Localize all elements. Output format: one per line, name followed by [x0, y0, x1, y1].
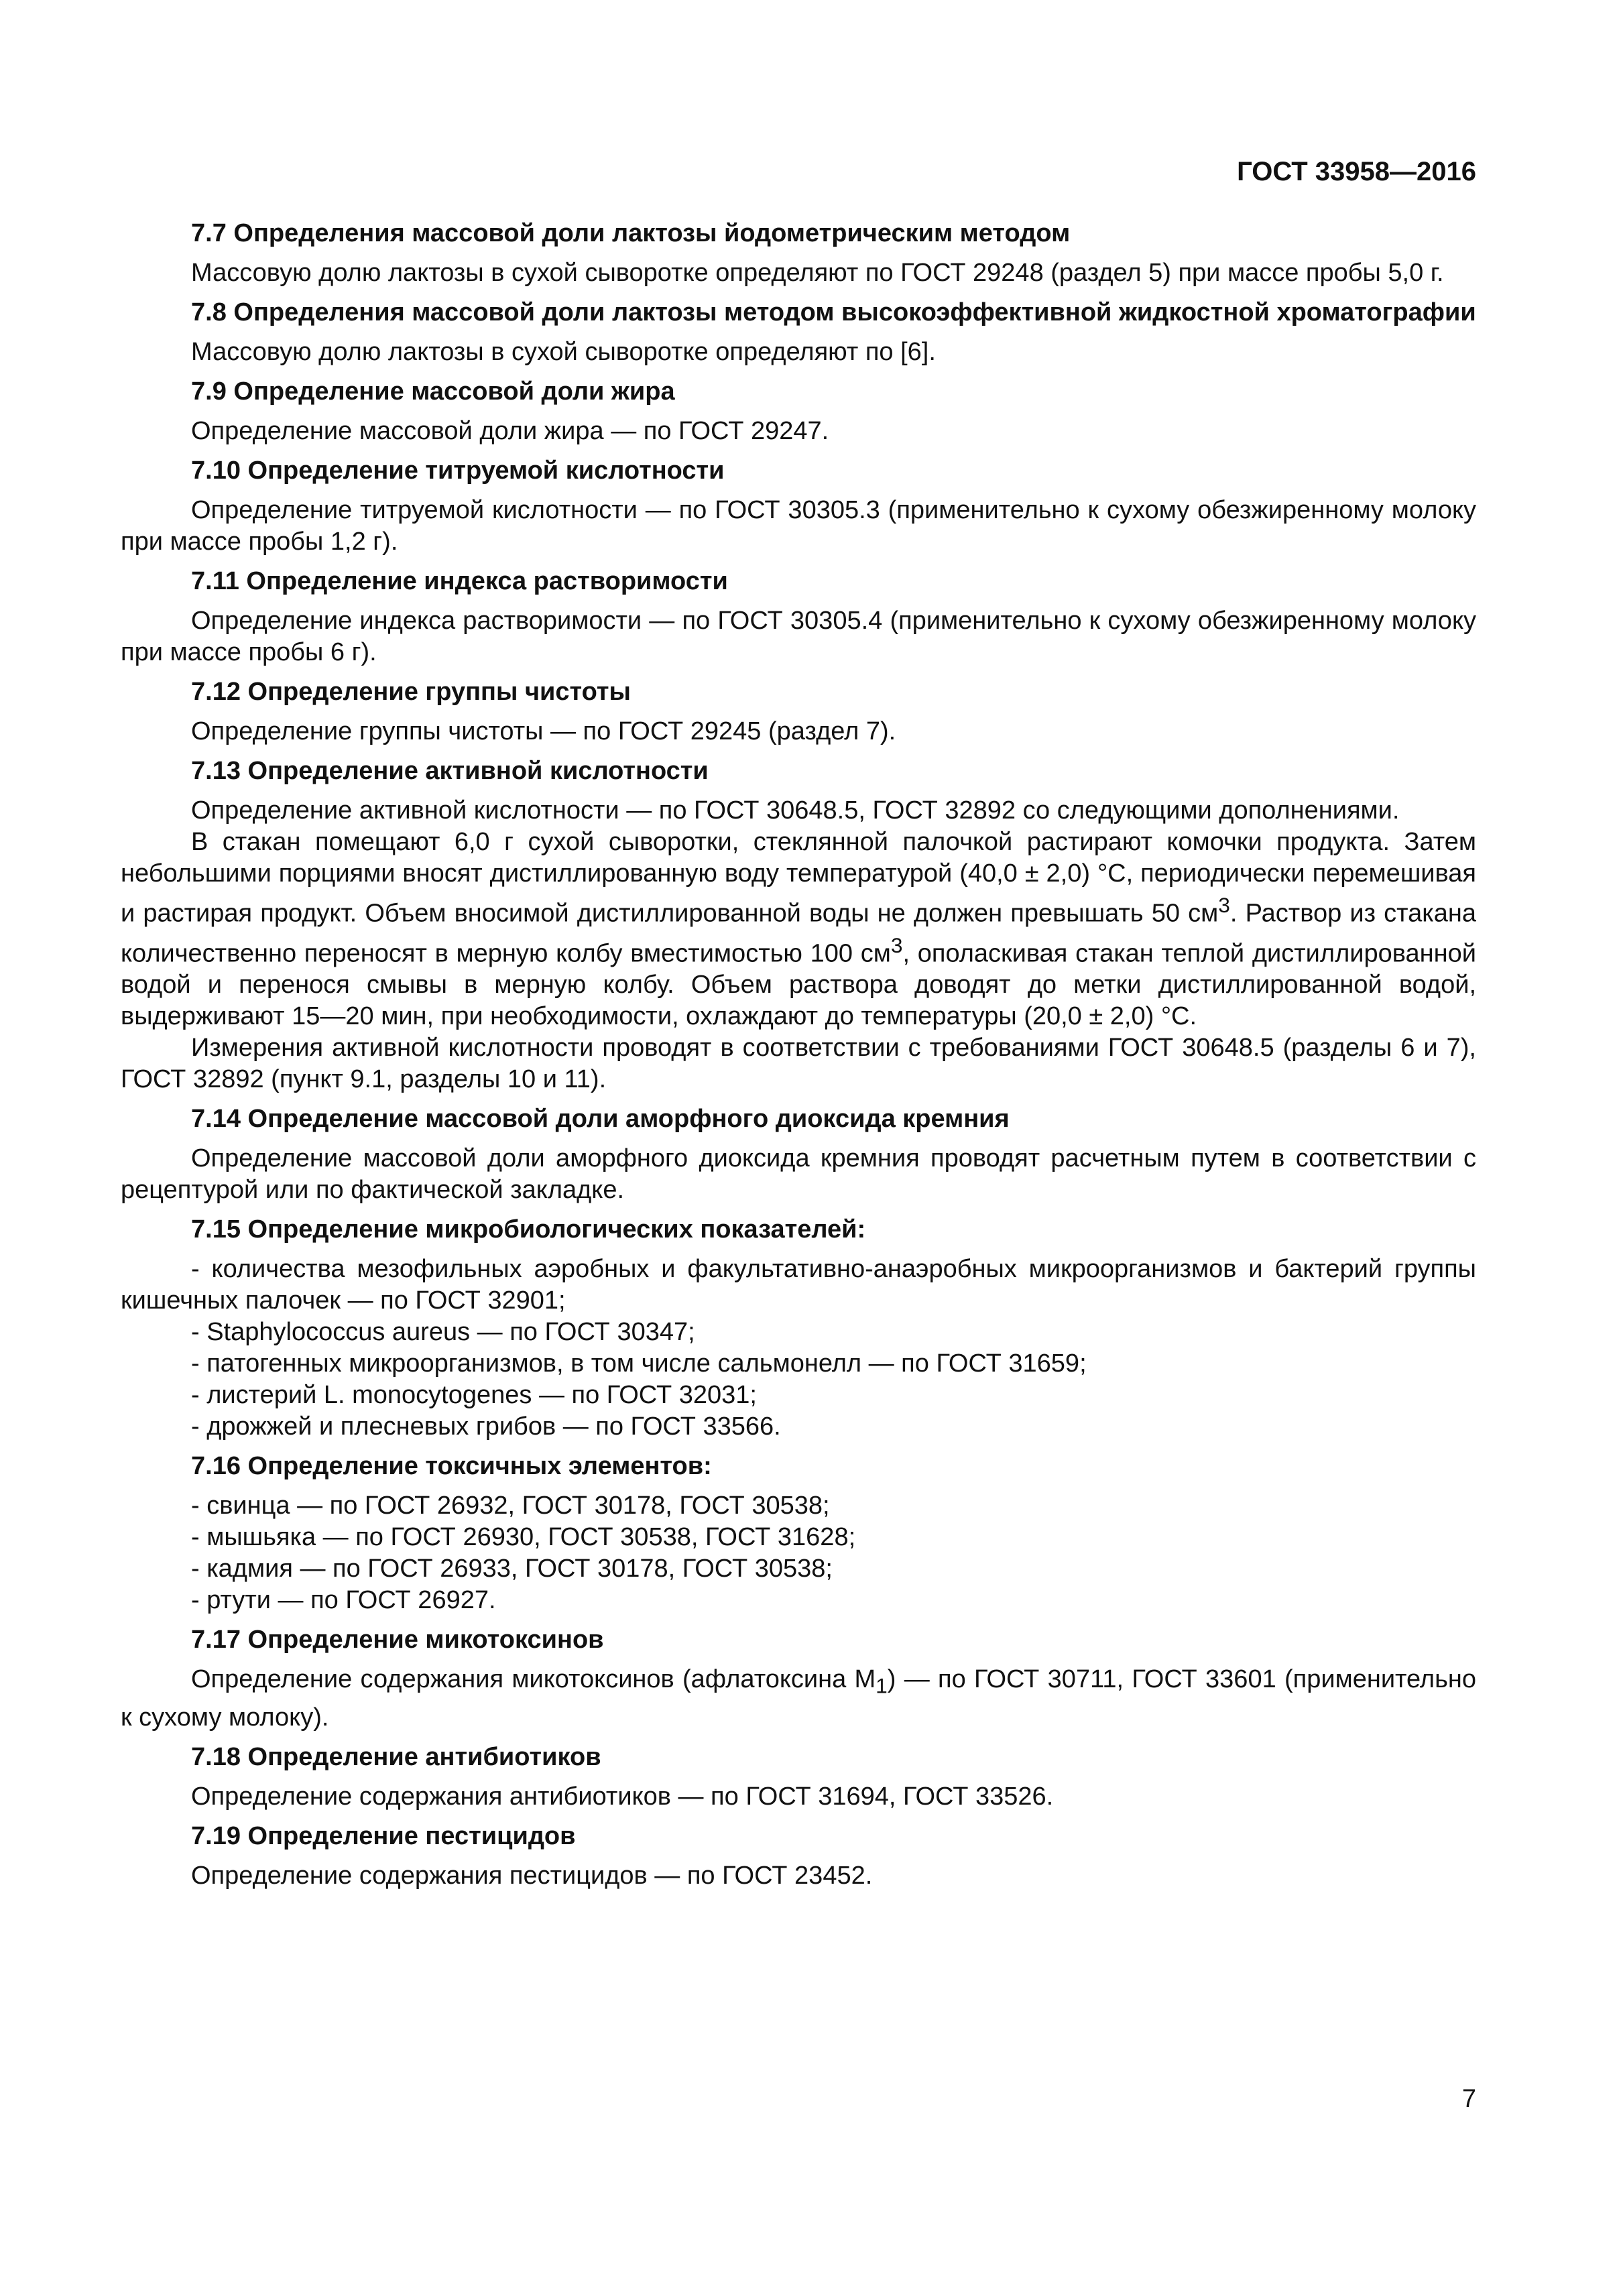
- section-7-12: [121, 676, 1476, 747]
- paragraph: Определение массовой доли аморфного диоксида кремния проводят расчетным путем в соответствии с рецептурой или по фактической закладке.: [121, 1144, 1476, 1205]
- list-item: - свинца — по ГОСТ 26932, ГОСТ 30178, ГОСТ 30538;: [191, 1492, 830, 1520]
- section-title: 7.12 Определение группы чистоты: [191, 678, 631, 706]
- section-title: 7.17 Определение микотоксинов: [191, 1626, 604, 1654]
- list-item: - ртути — по ГОСТ 26927.: [191, 1586, 496, 1615]
- paragraph: [121, 1664, 1476, 1734]
- section-7-15: [121, 1214, 1476, 1443]
- paragraph: Измерения активной кислотности проводят в соответствии с требованиями ГОСТ 30648.5 (разделы 6 и 7), ГОСТ 32892 (пункт 9.1, разделы 10 и 11).: [121, 1034, 1476, 1094]
- section-7-7: [121, 218, 1476, 289]
- page-number: 7: [1461, 2085, 1476, 2113]
- list-item: - Staphylococcus aureus — по ГОСТ 30347;: [191, 1318, 695, 1347]
- subscript: 1: [876, 1673, 888, 1698]
- list-item: - дрожжей и плесневых грибов — по ГОСТ 33566.: [191, 1412, 781, 1441]
- text-run: ) — по ГОСТ 30711, ГОСТ 33601 (применительно к сухому молоку).: [121, 1665, 1476, 1732]
- section-7-9: [121, 376, 1476, 447]
- paragraph: Массовую долю лактозы в сухой сыворотке определяют по [6].: [191, 338, 936, 366]
- section-title: 7.19 Определение пестицидов: [191, 1821, 576, 1850]
- paragraph: Определение активной кислотности — по ГОСТ 30648.5, ГОСТ 32892 со следующими дополнениями.: [191, 796, 1400, 825]
- section-title: 7.10 Определение титруемой кислотности: [191, 457, 725, 485]
- section-7-10: [121, 455, 1476, 558]
- section-title: 7.11 Определение индекса растворимости: [191, 567, 728, 595]
- section-title: 7.18 Определение антибиотиков: [191, 1742, 601, 1771]
- paragraph: В стакан помещают 6,0 г сухой сыворотки, стеклянной палочкой растирают комочки продукта. Затем небольшими порциями вносят дистиллированную воду температурой (40,0 ± 2,0) °С, периодически перемешивая и растирая продукт. Объем вносимой дистиллированной воды не должен превышать 50 $см^3$. Раствор из стакана количественно переносят в мерную колбу вместимостью 100 $см^3$, ополаскивая стакан теплой дистиллированной водой и перенося смывы в мерную колбу. Объем раствора доводят до метки дистиллированной водой, выдерживают 15—20 мин, при необходимости, охлаждают до температуры (20,0 ± 2,0) °С.: [121, 828, 1476, 1031]
- text-run: Определение содержания микотоксинов (афлатоксина М: [191, 1665, 876, 1694]
- section-7-18: [121, 1742, 1476, 1813]
- section-7-13: [121, 756, 1476, 1095]
- paragraph: Определение содержания пестицидов — по ГОСТ 23452.: [191, 1861, 873, 1890]
- section-7-19: [121, 1821, 1476, 1892]
- list-item: - количества мезофильных аэробных и факультативно-анаэробных микроорганизмов и бактерий группы кишечных палочек — по ГОСТ 32901;: [121, 1255, 1476, 1315]
- text-run: В стакан помещают 6,0 г сухой сыворотки, стеклянной палочкой растирают комочки продукта. Затем небольшими порциями вносят дистиллированную воду температурой (40,0 ± 2,0) °С, периодически перемешивая и растирая продукт. Объем вносимой дистиллированной воды не должен превышать 50 см: [121, 828, 1476, 928]
- paragraph: Определение индекса растворимости — по ГОСТ 30305.4 (применительно к сухому обезжиренному молоку при массе пробы 6 г).: [121, 607, 1476, 666]
- section-title: 7.9 Определение массовой доли жира: [191, 377, 675, 406]
- section-title: 7.14 Определение массовой доли аморфного диоксида кремния: [191, 1105, 1010, 1134]
- section-title: 7.8 Определения массовой доли лактозы методом высокоэффективной жидкостной хроматографии: [191, 298, 1476, 326]
- paragraph: Определение титруемой кислотности — по ГОСТ 30305.3 (применительно к сухому обезжиренному молоку при массе пробы 1,2 г).: [121, 496, 1476, 556]
- paragraph: Определение группы чистоты — по ГОСТ 29245 (раздел 7).: [191, 717, 896, 745]
- section-7-14: [121, 1103, 1476, 1206]
- section-title: 7.15 Определение микробиологических показателей:: [191, 1215, 866, 1244]
- section-7-8: [121, 297, 1476, 368]
- item-list: [121, 1254, 1476, 1443]
- list-item: - мышьяка — по ГОСТ 26930, ГОСТ 30538, ГОСТ 31628;: [191, 1523, 856, 1552]
- paragraph: Определение массовой доли жира — по ГОСТ 29247.: [191, 417, 829, 445]
- text-run: , ополаскивая стакан теплой дистиллированной водой и перенося смывы в мерную колбу. Объем раствора доводят до метки дистиллированной водой, выдерживают 15—20 мин, при необходимости, охлаждают до температуры (20,0 ± 2,0) °С.: [121, 939, 1476, 1031]
- section-7-16: [121, 1451, 1476, 1616]
- section-7-17: [121, 1624, 1476, 1734]
- section-title: 7.16 Определение токсичных элементов:: [191, 1452, 712, 1481]
- section-title: 7.13 Определение активной кислотности: [191, 757, 709, 785]
- section-title: 7.7 Определения массовой доли лактозы йодометрическим методом: [191, 219, 1071, 247]
- document-header-id: ГОСТ 33958—2016: [1237, 157, 1476, 186]
- item-list: [121, 1490, 1476, 1616]
- paragraph: Определение содержания антибиотиков — по ГОСТ 31694, ГОСТ 33526.: [191, 1782, 1054, 1811]
- list-item: - патогенных микроорганизмов, в том числе сальмонелл — по ГОСТ 31659;: [191, 1349, 1087, 1378]
- superscript: 3: [1218, 893, 1230, 917]
- list-item: - кадмия — по ГОСТ 26933, ГОСТ 30178, ГОСТ 30538;: [191, 1555, 833, 1583]
- superscript: 3: [890, 932, 903, 957]
- section-7-11: [121, 566, 1476, 668]
- paragraph: Массовую долю лактозы в сухой сыворотке определяют по ГОСТ 29248 (раздел 5) при массе пробы 5,0 г.: [191, 259, 1444, 287]
- list-item: - листерий L. monocytogenes — по ГОСТ 32031;: [191, 1381, 757, 1410]
- text-run: Раствор из стакана количественно переносят в мерную колбу вместимостью 100 см: [121, 899, 1476, 968]
